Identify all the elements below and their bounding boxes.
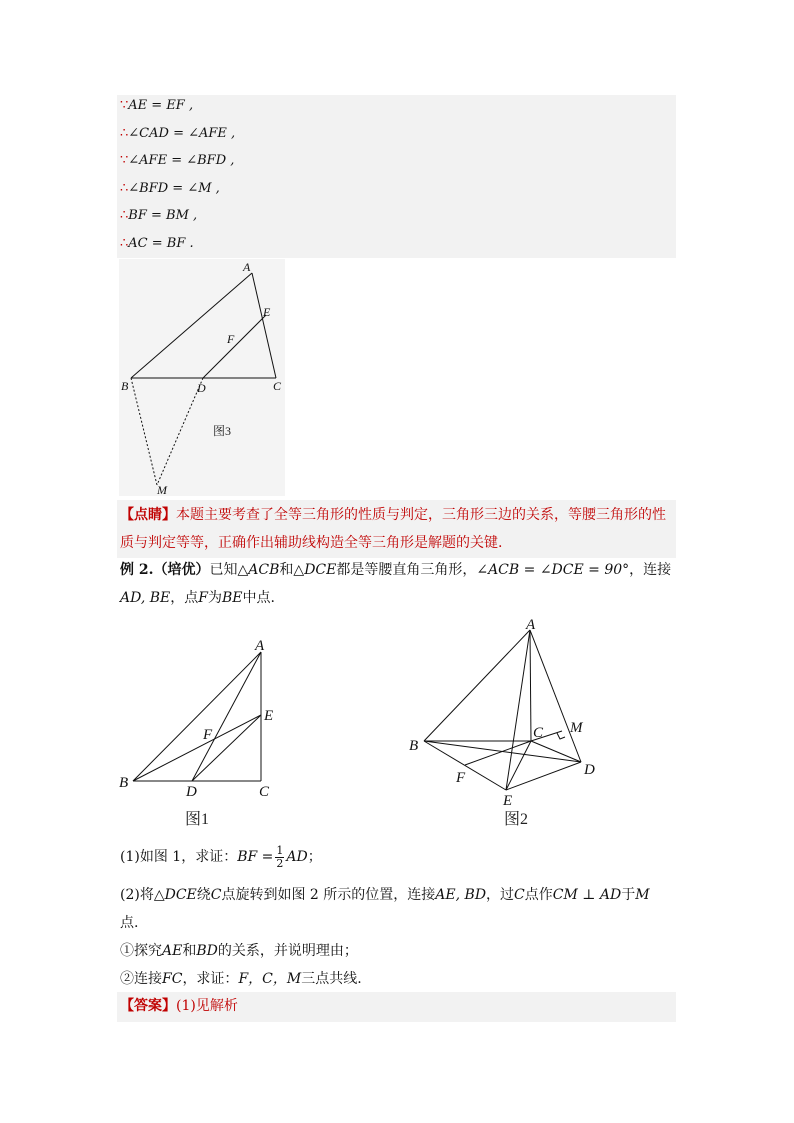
q2-text-e: 点作	[524, 887, 553, 903]
q2-point-c2: C	[514, 887, 525, 903]
q1-lhs: BF =	[237, 849, 274, 865]
proof-line	[120, 96, 193, 116]
fig1-label-e: E	[264, 708, 274, 724]
fig3-label-e: E	[263, 305, 271, 319]
q2-text-a: (2)将△	[120, 887, 165, 903]
q2-text-g: 点.	[120, 915, 139, 931]
fig2-label-a: A	[526, 617, 536, 633]
figure-3	[119, 259, 285, 496]
proof-line	[120, 124, 235, 144]
fig3-label-c: C	[273, 379, 282, 393]
proof-text: BF = BM ,	[128, 208, 198, 224]
stem-text-f: 为	[207, 590, 222, 606]
proof-symbol: ∵	[120, 153, 129, 169]
right-angles: ∠ACB = ∠DCE = 90°	[476, 562, 630, 578]
sub1-ae: AE	[162, 943, 183, 959]
sub-question-1	[120, 937, 676, 965]
fig3-caption: 图3	[213, 424, 232, 438]
example-2-label: 例 2.（培优）	[120, 562, 210, 578]
q2-text-b: 绕	[196, 887, 211, 903]
stem-text-e: ，点	[170, 590, 199, 606]
q1-rhs: AD	[286, 849, 308, 865]
fraction-denominator: 2	[276, 856, 284, 870]
stem-text-c: 都是等腰直角三角形，	[336, 562, 477, 578]
fig2-label-e: E	[503, 793, 513, 809]
sub1-text-b: 和	[182, 943, 197, 959]
fig3-label-m: M	[157, 483, 167, 496]
fig1-label-f: F	[203, 727, 213, 743]
fig2-label-d: D	[584, 762, 595, 778]
fig2-caption: 图2	[504, 811, 529, 828]
question-2	[120, 881, 676, 937]
proof-text: ∠AFE = ∠BFD ,	[128, 153, 235, 169]
sub1-text-a: ①探究	[120, 943, 162, 959]
q1-prefix: (1)如图 1，求证：	[120, 849, 238, 865]
sub1-bd: BD	[196, 943, 218, 959]
answer-tag: 【答案】	[120, 998, 176, 1014]
sub2-text-b: ，求证：	[182, 971, 239, 987]
answer-text: (1)见解析	[176, 998, 238, 1014]
fig2-label-m: M	[570, 720, 583, 736]
q2-point-c: C	[210, 887, 222, 903]
fig1-caption: 图1	[185, 811, 210, 828]
proof-line	[120, 234, 194, 254]
fig1-label-a: A	[255, 638, 265, 654]
fig3-label-f: F	[227, 332, 235, 346]
proof-symbol: ∴	[120, 125, 129, 141]
q2-text-f: 于	[621, 887, 636, 903]
proof-background	[117, 95, 676, 258]
fig3-label-d: D	[197, 381, 206, 395]
proof-text: ∠CAD = ∠AFE ,	[128, 125, 236, 141]
fig3-label-a: A	[243, 260, 251, 274]
segment-be: BE	[221, 590, 243, 606]
triangle-acb: ACB	[248, 562, 280, 578]
proof-text: AE = EF ,	[128, 98, 194, 113]
proof-symbol: ∴	[120, 180, 129, 196]
q2-text-d: ，过	[486, 887, 515, 903]
example-2-stem	[120, 556, 676, 612]
stem-text-a: 已知△	[209, 562, 249, 578]
proof-text: ∠BFD = ∠M ,	[128, 180, 220, 196]
fig1-label-d: D	[186, 784, 197, 800]
one-half-fraction	[275, 845, 284, 870]
sub2-fc: FC	[162, 971, 183, 987]
sub2-text-c: 三点共线.	[301, 971, 362, 987]
sub2-text-a: ②连接	[120, 971, 162, 987]
q1-end: ；	[307, 849, 322, 865]
fig3-label-b: B	[121, 379, 129, 393]
sub-question-2	[120, 965, 676, 993]
q2-triangle: DCE	[164, 887, 197, 903]
stem-text-b: 和△	[279, 562, 305, 578]
sub2-points: F，C，M	[238, 971, 302, 987]
proof-line	[120, 206, 197, 226]
segments-ad-be: AD, BE	[120, 590, 171, 606]
triangle-dce: DCE	[304, 562, 337, 578]
fraction-numerator: 1	[276, 843, 284, 857]
stem-text-d: ，连接	[629, 562, 672, 578]
answer	[120, 992, 676, 1020]
proof-symbol: ∴	[120, 236, 129, 251]
question-1	[120, 842, 676, 872]
fig1-label-c: C	[259, 784, 270, 800]
dianjing-tag: 【点睛】	[120, 507, 176, 523]
fig2-label-b: B	[409, 738, 419, 754]
proof-text: AC = BF .	[128, 236, 194, 251]
proof-symbol: ∴	[120, 208, 129, 224]
fig2-label-f: F	[456, 770, 466, 786]
proof-symbol: ∵	[120, 98, 129, 113]
fig2-label-c: C	[533, 725, 544, 741]
figure-1	[115, 630, 295, 830]
proof-line	[120, 151, 234, 171]
proof-line	[120, 179, 220, 199]
q2-segments: AE, BD	[435, 887, 487, 903]
figure-2	[400, 610, 610, 832]
dianjing-note	[120, 501, 676, 557]
stem-text-g: 中点.	[242, 590, 275, 606]
q2-text-c: 点旋转到如图 2 所示的位置，连接	[221, 887, 436, 903]
fig1-label-b: B	[119, 775, 129, 791]
dianjing-text: 本题主要考查了全等三角形的性质与判定，三角形三边的关系，等腰三角形的性质与判定等等，正确作出辅助线构造全等三角形是解题的关键.	[120, 507, 666, 551]
sub1-text-c: 的关系，并说明理由；	[217, 943, 358, 959]
q2-perpendicular: CM ⊥ AD	[552, 887, 622, 903]
point-f: F	[198, 590, 208, 606]
q2-point-m: M	[635, 887, 650, 903]
